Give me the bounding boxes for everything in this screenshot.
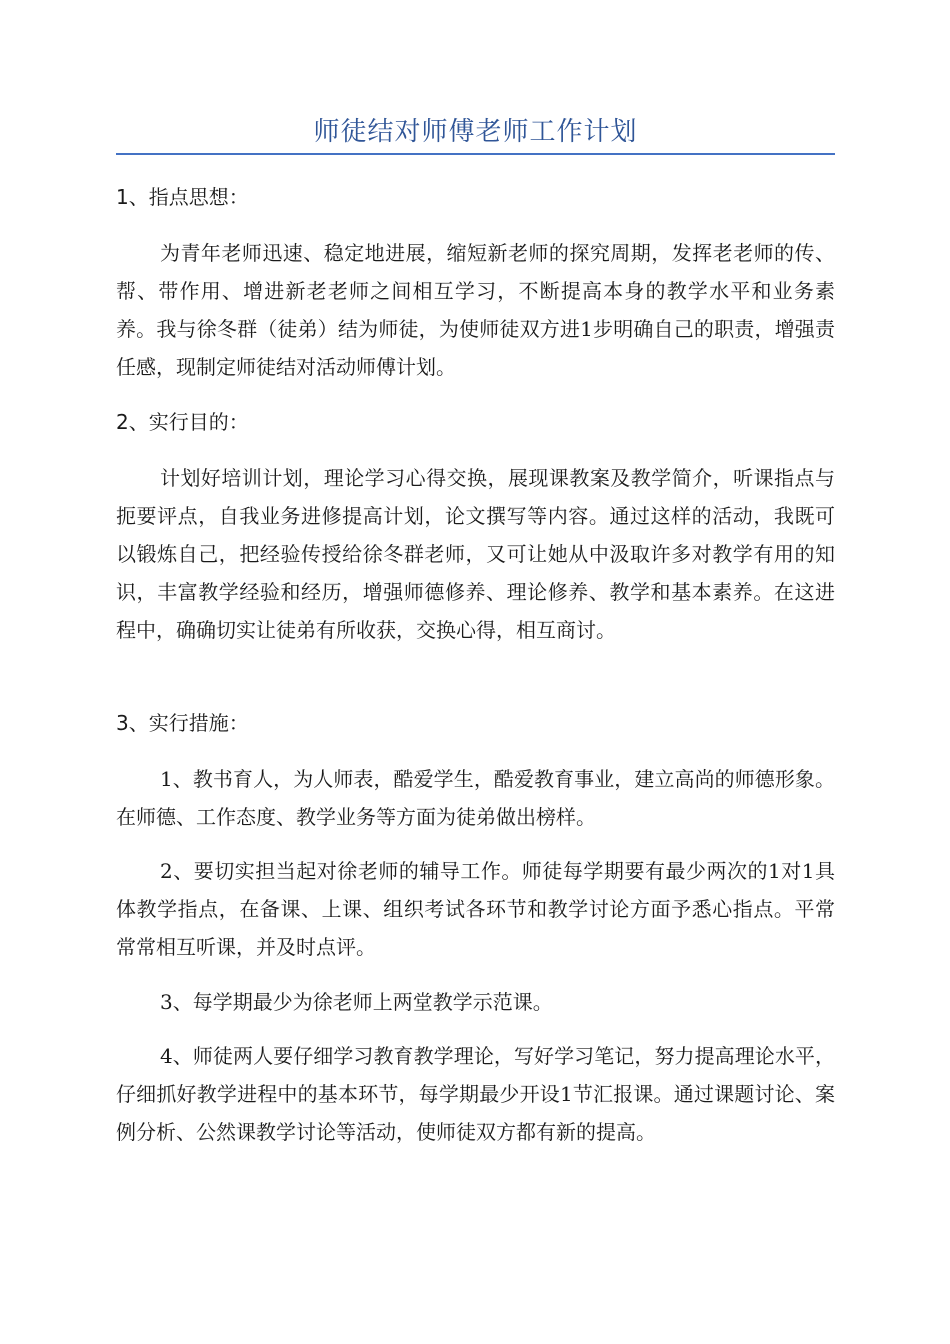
section-2-paragraph-1: 计划好培训计划，理论学习心得交换，展现课教案及教学简介，听课指点与扼要评点，自我业务进修提高计划，论文撰写等内容。通过这样的活动，我既可以锻炼自己，把经验传授给徐冬群老师，又可让她从中汲取许多对教学有用的知识，丰富教学经验和经历，增强师德修养、理论修养、教学和基本素养。在这进程中，确确切实让徒弟有所收获，交换心得，相互商讨。 bbox=[116, 466, 835, 642]
document-title: 师徒结对师傅老师工作计划 bbox=[313, 117, 638, 147]
section-3-item-1: 1、教书育人，为人师表，酷爱学生，酷爱教育事业，建立高尚的师德形象。在师德、工作态度、教学业务等方面为徒弟做出榜样。 bbox=[116, 767, 835, 829]
section-2-heading: 2、实行目的： bbox=[116, 410, 249, 434]
title-underline bbox=[116, 153, 835, 155]
section-3-item-4: 4、师徒两人要仔细学习教育教学理论，写好学习笔记，努力提高理论水平，仔细抓好教学进程中的基本环节，每学期最少开设1节汇报课。通过课题讨论、案例分析、公然课教学讨论等活动，使师徒双方都有新的提高。 bbox=[116, 1044, 835, 1144]
section-3-item-2: 2、要切实担当起对徐老师的辅导工作。师徒每学期要有最少两次的1对1具体教学指点，在备课、上课、组织考试各环节和教学讨论方面予悉心指点。平常常常相互听课，并及时点评。 bbox=[116, 859, 835, 959]
section-3-item-3: 3、每学期最少为徐老师上两堂教学示范课。 bbox=[160, 990, 553, 1014]
section-1-paragraph-1: 为青年老师迅速、稳定地进展，缩短新老师的探究周期，发挥老老师的传、帮、带作用、增进新老老师之间相互学习，不断提高本身的教学水平和业务素养。我与徐冬群（徒弟）结为师徒，为使师徒双方进1步明确自己的职责，增强责任感，现制定师徒结对活动师傅计划。 bbox=[116, 241, 835, 379]
section-3-heading: 3、实行措施： bbox=[116, 711, 249, 735]
section-1-heading: 1、指点思想： bbox=[116, 185, 249, 209]
